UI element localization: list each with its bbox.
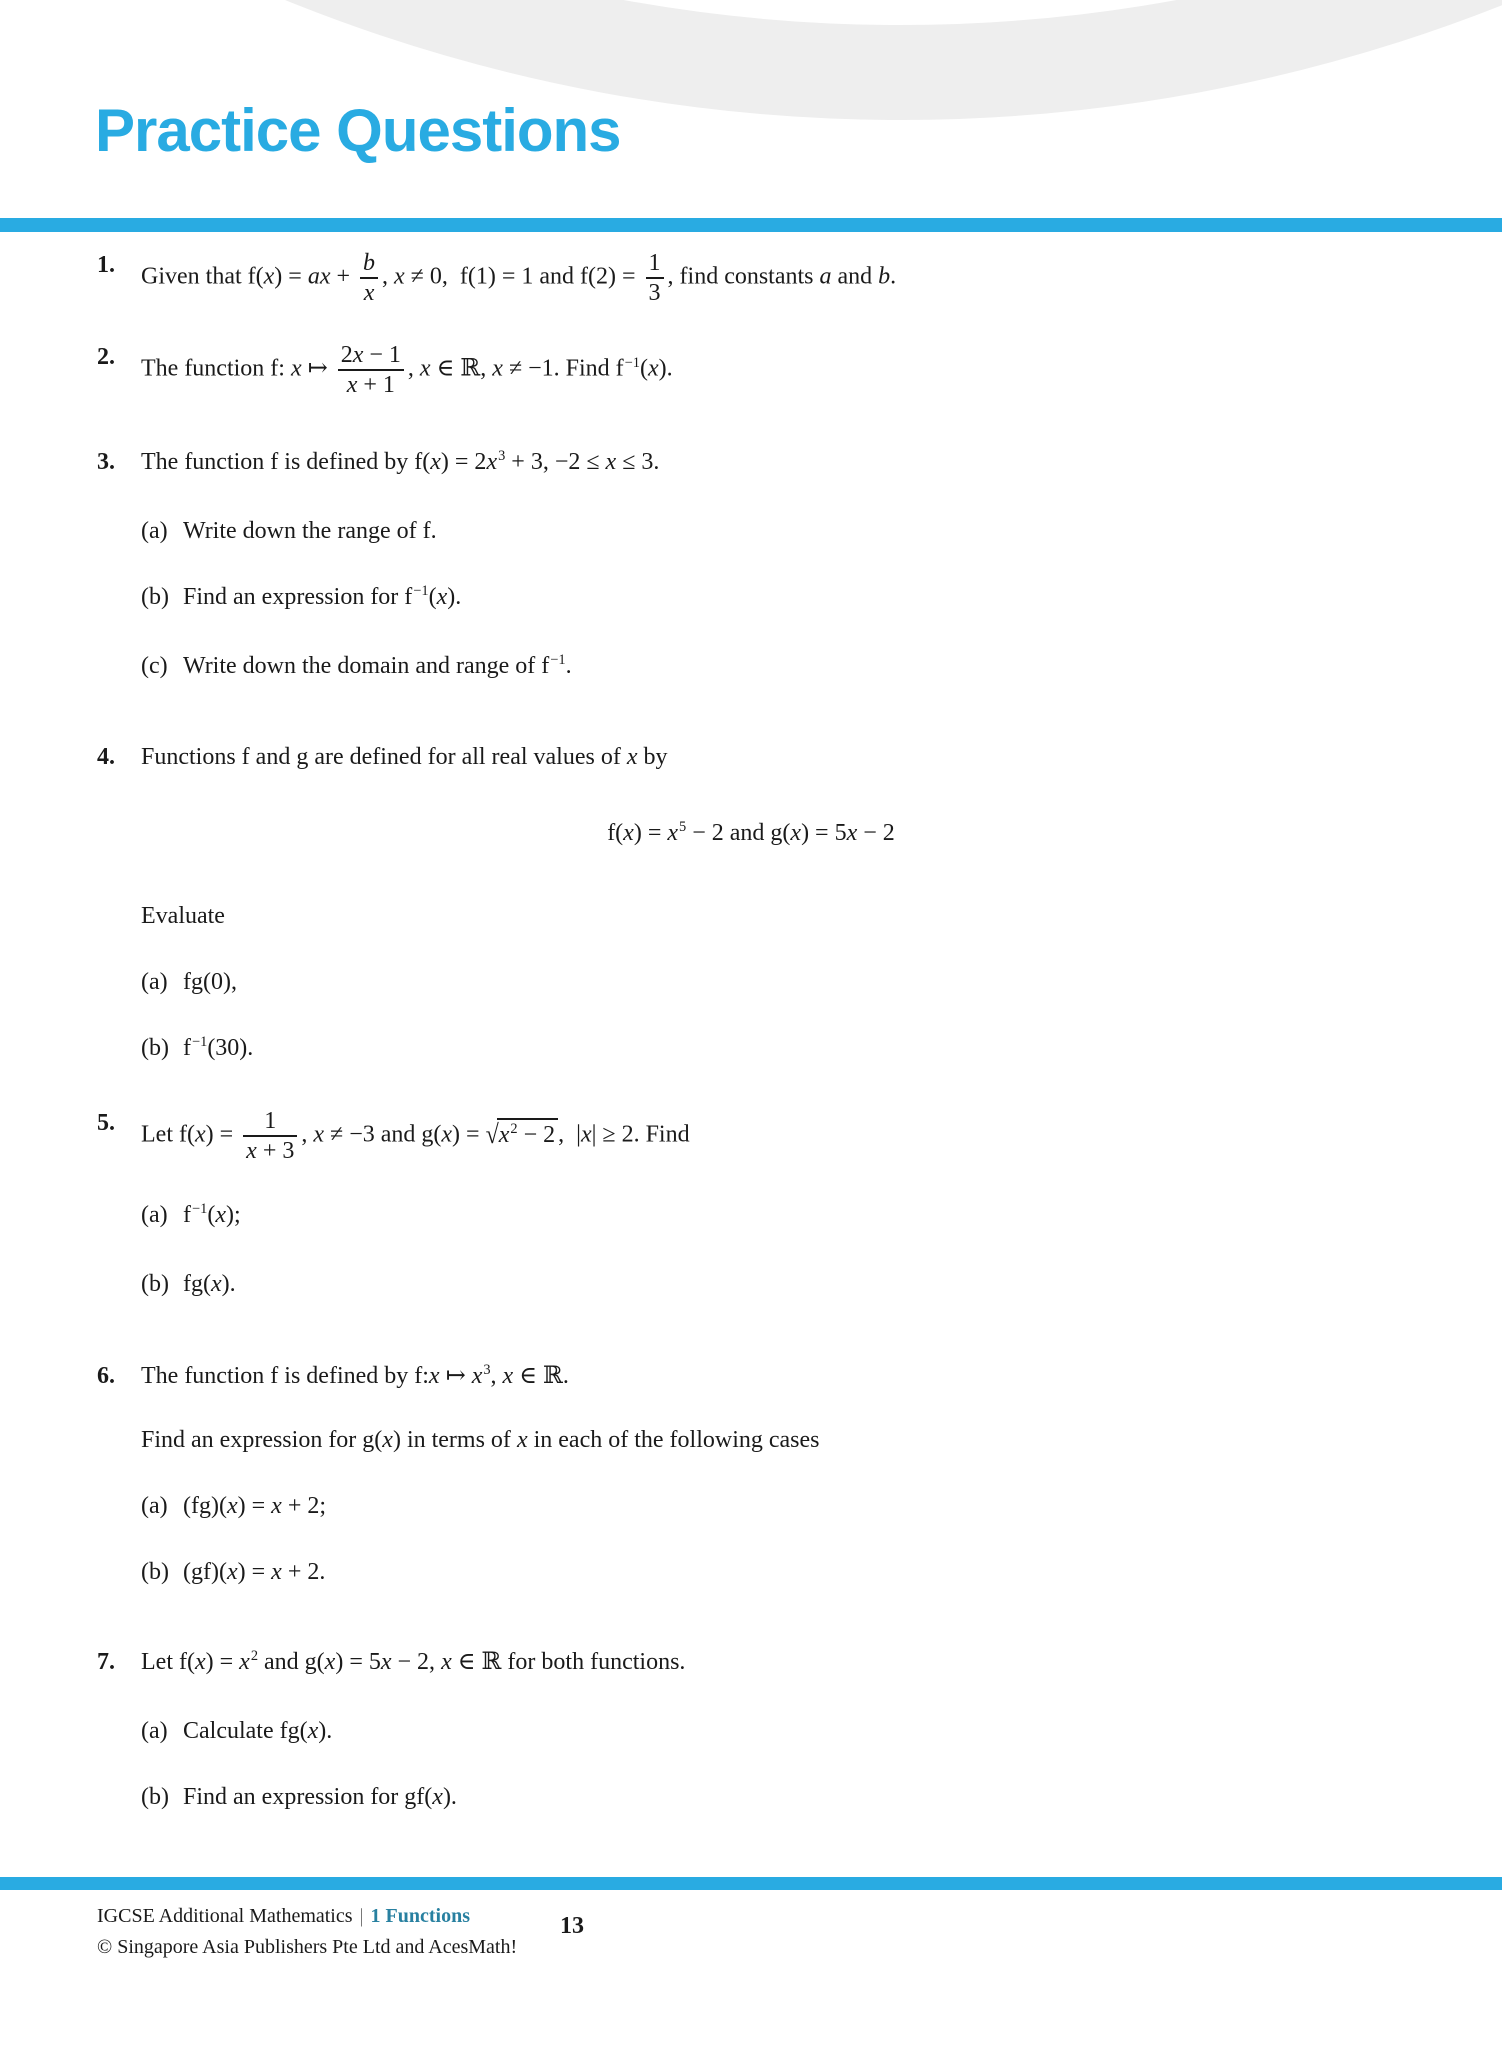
question-number: 6.	[97, 1363, 115, 1389]
fraction: $\frac{1}{3}$	[646, 250, 664, 306]
question-part	[141, 1033, 1427, 1066]
part-label: (a)	[141, 518, 168, 544]
page-number: 13	[560, 1913, 584, 1939]
title-underline-bar	[0, 218, 1502, 232]
question-number: 4.	[97, 744, 115, 770]
question-6	[97, 1361, 1427, 1587]
part-text: Write down the domain and range of $f^{-1}$.	[183, 652, 572, 679]
question-1	[97, 250, 1427, 306]
page-footer	[97, 1901, 517, 1963]
footer-separator: |	[359, 1905, 364, 1927]
fraction: $\frac{b}{x}$	[360, 250, 378, 306]
part-text: (fg)(x) = x + 2;	[183, 1493, 327, 1519]
question-number: 5.	[97, 1110, 115, 1136]
part-text: fg(0),	[183, 969, 237, 995]
question-text: Given that f(x) = ax + $\frac{b}{x}$ , x ≠ 0, f(1) = 1 and f(2) = $\frac{1}{3}$ , find constants a and b.	[141, 250, 897, 306]
question-number: 1.	[97, 252, 115, 278]
part-label: (a)	[141, 969, 168, 995]
question-number: 7.	[97, 1649, 115, 1675]
part-text: Find an expression for gf(x).	[183, 1784, 457, 1810]
question-part	[141, 1782, 1427, 1812]
footer-series-line	[97, 1901, 517, 1932]
question-3	[97, 447, 1427, 684]
question-text: Let $f(x) = x^2$ and g(x) = 5x − 2, x ∈ ℝ for both functions.	[141, 1648, 686, 1675]
part-text: Write down the range of f.	[183, 518, 437, 544]
part-text: $f^{-1}(30)$.	[183, 1034, 254, 1061]
question-part	[141, 1491, 1427, 1521]
evaluate-text: Evaluate	[141, 903, 225, 929]
question-2	[97, 342, 1427, 398]
question-text: The function f: x ↦ $\frac{2x - 1}{x + 1}$ , x ∈ ℝ, x ≠ −1. Find $f^{-1}(x)$.	[141, 342, 673, 398]
question-text: Functions f and g are defined for all real values of x by	[141, 744, 668, 770]
questions-list	[97, 250, 1427, 1812]
question-part	[141, 582, 1427, 615]
part-text: Find an expression for $f^{-1}(x)$.	[183, 583, 462, 610]
fraction: $\frac{1}{x + 3}$	[243, 1108, 297, 1164]
question-number: 2.	[97, 344, 115, 370]
footer-rule-bar	[0, 1877, 1502, 1890]
part-label: (b)	[141, 1271, 169, 1297]
question-part	[141, 516, 1427, 546]
fraction: $\frac{2x - 1}{x + 1}$	[338, 342, 404, 398]
question-text: The function f is defined by $f(x) = 2x^3 + 3$, −2 ≤ x ≤ 3.	[141, 448, 660, 475]
question-part	[141, 1557, 1427, 1587]
part-text: (gf)(x) = x + 2.	[183, 1559, 326, 1585]
centered-equation: $f(x) = x^5 - 2$ and g(x) = 5x − 2	[607, 819, 895, 846]
question-part	[141, 1269, 1427, 1299]
question-part	[141, 967, 1427, 997]
page-title: Practice Questions	[95, 97, 621, 164]
part-text: Calculate fg(x).	[183, 1718, 333, 1744]
question-4	[97, 742, 1427, 1066]
part-label: (a)	[141, 1718, 168, 1744]
footer-copyright: © Singapore Asia Publishers Pte Ltd and AcesMath!	[97, 1936, 518, 1958]
footer-series: IGCSE Additional Mathematics	[97, 1905, 353, 1927]
question-5	[97, 1108, 1427, 1299]
part-label: (c)	[141, 653, 168, 679]
part-text: fg(x).	[183, 1271, 236, 1297]
part-label: (b)	[141, 1784, 169, 1810]
square-root: $√x^2 - 2$	[486, 1122, 559, 1148]
part-label: (a)	[141, 1493, 168, 1519]
question-7	[97, 1647, 1427, 1812]
part-label: (b)	[141, 584, 169, 610]
question-text-line2: Find an expression for g(x) in terms of x in each of the following cases	[141, 1427, 820, 1453]
part-text: $f^{-1}(x)$;	[183, 1201, 241, 1228]
question-part	[141, 1200, 1427, 1233]
question-part	[141, 1716, 1427, 1746]
footer-chapter: 1 Functions	[370, 1905, 471, 1927]
question-part	[141, 651, 1427, 684]
question-text: The function f is defined by f:x ↦ $x^3$, x ∈ ℝ.	[141, 1362, 569, 1389]
part-label: (b)	[141, 1035, 169, 1061]
question-number: 3.	[97, 449, 115, 475]
question-text: Let f(x) = $\frac{1}{x + 3}$ , x ≠ −3 and $g(x) = √x^2 - 2$ , |x| ≥ 2. Find	[141, 1108, 690, 1164]
part-label: (a)	[141, 1202, 168, 1228]
part-label: (b)	[141, 1559, 169, 1585]
